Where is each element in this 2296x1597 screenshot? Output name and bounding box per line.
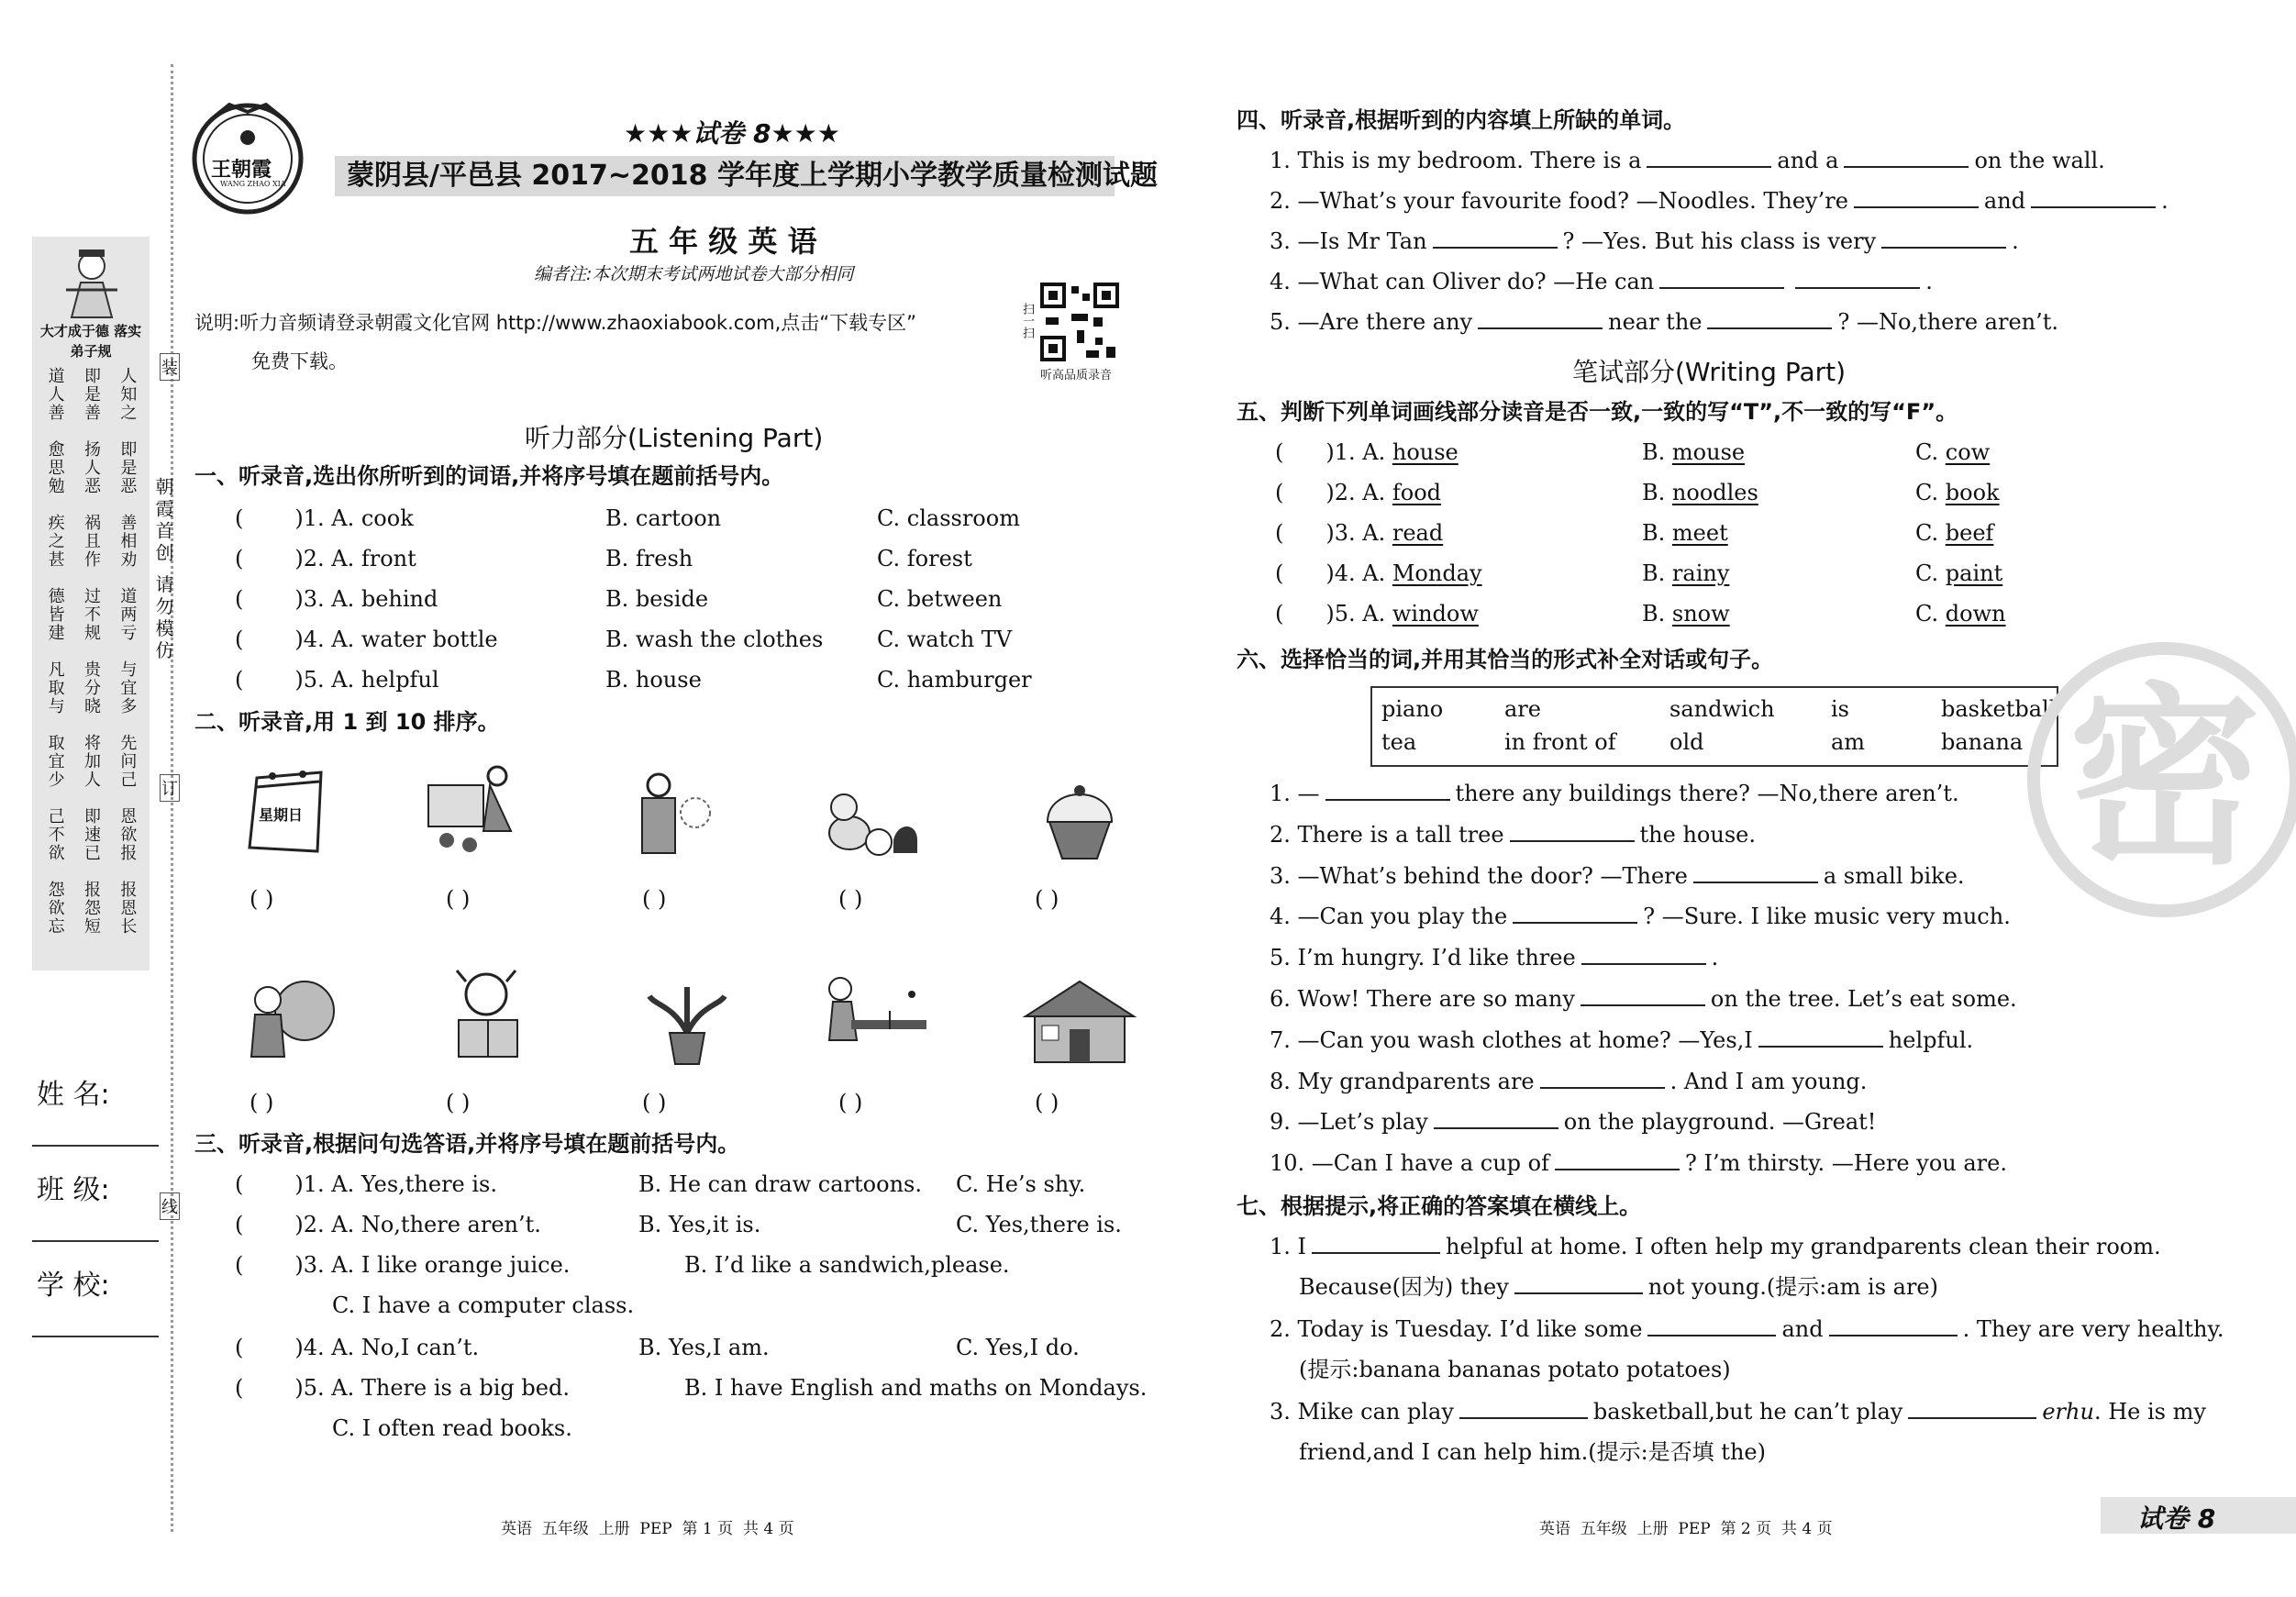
answer-line[interactable]	[1514, 1274, 1643, 1294]
part5-option-c: C. paint	[1915, 560, 2003, 586]
question-text: 2. —What’s your favourite food? —Noodles. They’re	[1270, 188, 1848, 214]
answer-line[interactable]	[1581, 945, 1706, 965]
part6-question	[1270, 780, 1959, 807]
part1-option-b: B. fresh	[605, 546, 693, 571]
part1-title: 一、听录音,选出你所听到的词语,并将序号填在题前括号内。	[194, 463, 784, 489]
question-text: and	[1983, 188, 2026, 214]
part7-q3-line2: friend,and I can help him.(提示:是否填 the)	[1299, 1439, 1766, 1465]
motto-line: 扬人恶	[81, 440, 101, 495]
part3-q2-a: ( )2. A. No,there aren’t.	[235, 1212, 541, 1237]
part5-option-b: B. noodles	[1642, 480, 1758, 505]
part1-option-c: C. between	[877, 586, 1003, 612]
part6-question	[1270, 985, 2017, 1013]
part3-q2-c: C. Yes,there is.	[956, 1212, 1122, 1237]
underlined-word: snow	[1671, 601, 1730, 627]
answer-line[interactable]	[1325, 781, 1450, 801]
part1-option-b: B. cartoon	[605, 505, 722, 531]
answer-line[interactable]	[1312, 1234, 1440, 1254]
part1-option-c: C. hamburger	[877, 667, 1032, 693]
part6-question	[1270, 1149, 2007, 1177]
underlined-word: book	[1945, 480, 2000, 505]
answer-line[interactable]	[1881, 228, 2006, 249]
part6-title: 六、选择恰当的词,并用其恰当的形式补全对话或句子。	[1237, 647, 1774, 672]
class-field[interactable]	[32, 1240, 159, 1242]
question-text: on the wall.	[1974, 148, 2105, 173]
part2-title: 二、听录音,用 1 到 10 排序。	[194, 709, 500, 735]
part6-question	[1270, 1108, 1876, 1136]
underlined-word: window	[1392, 601, 1479, 627]
part3-q2-b: B. Yes,it is.	[638, 1212, 761, 1237]
question-text: 6. Wow! There are so many	[1270, 986, 1575, 1012]
ping-pong-icon	[820, 963, 921, 1064]
margin-mark-3: 线	[160, 1192, 180, 1220]
underlined-word: food	[1392, 480, 1442, 505]
part5-option-b: B. snow	[1642, 601, 1730, 627]
name-field[interactable]	[32, 1145, 159, 1147]
part4-question	[1270, 308, 2058, 336]
ice-cream-icon	[1029, 776, 1130, 877]
question-text: 9. —Let’s play	[1270, 1109, 1428, 1136]
part5-option-b: B. rainy	[1642, 560, 1730, 586]
motto-line: 将加人	[81, 734, 101, 789]
option-text: )4. A.	[1325, 560, 1392, 586]
audio-note-line2: 免费下载。	[251, 350, 348, 372]
underlined-word: beef	[1945, 520, 1994, 546]
answer-blank[interactable]: ( )	[250, 886, 274, 912]
answer-line[interactable]	[1433, 228, 1558, 249]
corner-tag: 试卷 8	[2137, 1503, 2216, 1534]
motto-grid	[37, 367, 145, 941]
part4-question	[1270, 147, 2105, 174]
part1-option-a: ( )5. A. helpful	[235, 667, 439, 693]
question-text: 1. This is my bedroom. There is a	[1270, 148, 1642, 173]
question-text: ? —Yes. But his class is very	[1562, 228, 1877, 254]
girl-reading-icon	[438, 963, 539, 1064]
calendar-text: 星期日	[259, 806, 304, 824]
word-bank-word: banana	[1941, 729, 2024, 755]
underlined-word: rainy	[1671, 560, 1730, 586]
cabin-icon	[1020, 972, 1139, 1073]
part3-q3-a: ( )3. A. I like orange juice.	[235, 1252, 571, 1278]
answer-blank[interactable]: ( )	[446, 886, 471, 912]
girl-flowers-icon	[240, 965, 341, 1066]
part1-option-a: ( )2. A. front	[235, 546, 416, 571]
part5-option-c: C. beef	[1915, 520, 1994, 546]
qr-bottom-label: 听高品质录音	[1040, 369, 1113, 383]
answer-line[interactable]	[1647, 1316, 1776, 1336]
part7-q2-line1: 2. Today is Tuesday. I’d like some and . They are very healthy.	[1270, 1316, 2224, 1342]
underlined-word: cow	[1945, 439, 1991, 465]
answer-blank[interactable]: ( )	[1035, 886, 1059, 912]
dog-ball-icon	[822, 776, 923, 877]
question-text: .	[1711, 945, 1719, 971]
part6-question	[1270, 944, 1718, 971]
question-text: 7. —Can you wash clothes at home? —Yes,I	[1270, 1026, 1753, 1053]
word-bank-word: tea	[1381, 729, 1417, 755]
part6-question	[1270, 1068, 1867, 1095]
answer-blank[interactable]: ( )	[642, 886, 667, 912]
answer-line[interactable]	[1478, 309, 1603, 329]
margin-mark-1: 装	[160, 353, 180, 381]
part6-question	[1270, 821, 1756, 848]
listening-title: 听力部分(Listening Part)	[525, 423, 824, 453]
part5-option-a: ( )3. A. read	[1275, 520, 1444, 546]
word-bank-word: in front of	[1504, 729, 1616, 755]
underlined-word: noodles	[1671, 480, 1758, 505]
answer-line[interactable]	[1434, 1109, 1558, 1129]
part3-q4-a: ( )4. A. No,I can’t.	[235, 1335, 480, 1360]
question-text: .	[1925, 269, 1933, 294]
part6-question	[1270, 1026, 1973, 1054]
motto-line: 恩欲报	[117, 807, 138, 862]
question-text: 10. —Can I have a cup of	[1270, 1150, 1549, 1177]
answer-line[interactable]	[1659, 269, 1784, 289]
confidential-stamp	[2027, 642, 2296, 917]
qr-code-icon[interactable]	[1040, 283, 1119, 361]
editor-note: 编者注:本次期末考试两地试卷大部分相同	[534, 264, 854, 284]
question-text: 3. —Is Mr Tan	[1270, 228, 1427, 254]
word-bank-word: am	[1831, 729, 1866, 755]
option-text: )2. A.	[1325, 480, 1392, 505]
answer-line[interactable]	[1854, 188, 1979, 208]
question-text: 2. There is a tall tree	[1270, 821, 1504, 848]
question-text: there any buildings there? —No,there aren’t.	[1455, 781, 1959, 806]
answer-line[interactable]	[1555, 1150, 1680, 1170]
question-text: on the tree. Let’s eat some.	[1710, 986, 2017, 1012]
motto-line: 人知之	[117, 367, 138, 422]
answer-blank[interactable]: ( )	[250, 1090, 274, 1115]
motto-line: 即是善	[81, 367, 101, 422]
question-text: 8. My grandparents are	[1270, 1068, 1535, 1094]
part5-title: 五、判断下列单词画线部分读音是否一致,一致的写“T”,不一致的写“F”。	[1237, 399, 1958, 425]
answer-line[interactable]	[1795, 269, 1920, 289]
part1-option-b: B. beside	[605, 586, 709, 612]
answer-blank[interactable]: ( )	[838, 886, 863, 912]
footer-left: 英语 五年级 上册 PEP 第 1 页 共 4 页	[501, 1520, 794, 1538]
part3-title: 三、听录音,根据问句选答语,并将序号填在题前括号内。	[194, 1131, 740, 1157]
margin-mark-2: 订	[160, 774, 180, 802]
motto-line: 取宜少	[45, 734, 65, 789]
part7-q1-line2: Because(因为) they not young.(提示:am is are)	[1299, 1274, 1939, 1300]
part3-q5-b: B. I have English and maths on Mondays.	[684, 1375, 1148, 1401]
logo-text: 王朝霞	[211, 159, 272, 182]
underlined-word: house	[1392, 439, 1459, 465]
writing-title: 笔试部分(Writing Part)	[1572, 357, 1847, 387]
answer-line[interactable]	[1581, 986, 1705, 1006]
part1-option-c: C. classroom	[877, 505, 1020, 531]
question-text: 3. —What’s behind the door? —There	[1270, 862, 1688, 889]
question-text: . And I am young.	[1669, 1068, 1868, 1094]
motto-line: 与宜多	[117, 660, 138, 715]
option-text: )5. A. helpful	[294, 667, 439, 693]
part5-option-a: ( )4. A. Monday	[1275, 560, 1482, 586]
motto-line: 德皆建	[45, 587, 65, 642]
motto-line: 报怨短	[81, 881, 101, 936]
motto-line: 道两亏	[117, 587, 138, 642]
audio-note-line1: 说明:听力音频请登录朝霞文化官网 http://www.zhaoxiabook.com,点击“下载专区”	[194, 312, 917, 334]
answer-line[interactable]	[1707, 309, 1832, 329]
question-text: 1. —	[1270, 781, 1320, 806]
answer-line[interactable]	[1459, 1399, 1588, 1419]
motto-line: 凡取与	[45, 660, 65, 715]
question-text: ? —No,there aren’t.	[1837, 309, 2059, 335]
underlined-word: read	[1392, 520, 1444, 546]
part6-question	[1270, 903, 2011, 930]
part4-question	[1270, 227, 2019, 255]
part5-option-c: C. cow	[1915, 439, 1991, 465]
subject-title: 五 年 级 英 语	[629, 224, 817, 259]
word-bank-word: piano	[1381, 696, 1444, 722]
exam-title: 蒙阴县/平邑县 2017~2018 学年度上学期小学教学质量检测试题	[347, 160, 1158, 192]
motto-line: 善相劝	[117, 514, 138, 569]
word-bank-word: basketball	[1941, 696, 2057, 722]
part3-q3-c: C. I have a computer class.	[332, 1292, 635, 1318]
option-text: )1. A. cook	[294, 505, 414, 531]
answer-line[interactable]	[1510, 822, 1635, 842]
answer-line[interactable]	[2031, 188, 2156, 208]
question-text: 5. —Are there any	[1270, 309, 1473, 335]
footer-right: 英语 五年级 上册 PEP 第 2 页 共 4 页	[1539, 1520, 1833, 1538]
boy-icon	[631, 767, 732, 868]
motto-line: 先问己	[117, 734, 138, 789]
motto-line: 疾之甚	[45, 514, 65, 569]
option-text: )4. A. water bottle	[294, 627, 498, 652]
answer-line[interactable]	[1647, 148, 1771, 168]
word-bank-word: sandwich	[1669, 696, 1775, 722]
part5-option-c: C. book	[1915, 480, 2000, 505]
stamp-char: 密	[2068, 666, 2261, 891]
answer-blank[interactable]: ( )	[838, 1090, 863, 1115]
answer-line[interactable]	[1844, 148, 1969, 168]
underlined-word: Monday	[1392, 560, 1482, 586]
word-bank-word: are	[1504, 696, 1541, 722]
question-text: ? —Sure. I like music very much.	[1643, 904, 2011, 930]
part5-option-b: B. mouse	[1642, 439, 1746, 465]
part4-question	[1270, 268, 1933, 295]
underlined-word: paint	[1945, 560, 2003, 586]
part5-option-a: ( )2. A. food	[1275, 480, 1442, 505]
question-text: helpful.	[1888, 1026, 1974, 1053]
motto-line: 怨欲忘	[45, 881, 65, 936]
part1-option-a: ( )4. A. water bottle	[235, 627, 498, 652]
motto-line: 己不欲	[45, 807, 65, 862]
answer-line[interactable]	[1829, 1316, 1958, 1336]
part3-q5-c: C. I often read books.	[332, 1415, 572, 1441]
part1-option-b: B. wash the clothes	[605, 627, 824, 652]
drawing-kids-icon	[424, 758, 525, 859]
part3-q5-a: ( )5. A. There is a big bed.	[235, 1375, 570, 1401]
answer-line[interactable]	[1513, 904, 1637, 924]
part1-option-a: ( )1. A. cook	[235, 505, 414, 531]
part1-option-c: C. forest	[877, 546, 972, 571]
part4-title: 四、听录音,根据听到的内容填上所缺的单词。	[1237, 107, 1686, 133]
question-text: .	[2161, 188, 2168, 214]
question-text: on the playground. —Great!	[1563, 1109, 1877, 1136]
paper-tag: ★★★试卷 8★★★	[624, 118, 840, 149]
answer-line[interactable]	[1758, 1027, 1883, 1048]
part3-q1-c: C. He’s shy.	[956, 1171, 1086, 1197]
part3-q4-b: B. Yes,I am.	[638, 1335, 770, 1360]
margin-vertical-note: 朝霞首创 请勿模仿	[152, 477, 174, 663]
part3-q3-b: B. I’d like a sandwich,please.	[684, 1252, 1010, 1278]
question-text: and a	[1777, 148, 1839, 173]
question-text: ? I’m thirsty. —Here you are.	[1684, 1150, 2007, 1177]
school-field[interactable]	[32, 1336, 159, 1337]
part6-question	[1270, 862, 1965, 890]
answer-blank[interactable]: ( )	[446, 1090, 471, 1115]
part1-option-a: ( )3. A. behind	[235, 586, 438, 612]
part1-option-b: B. house	[605, 667, 702, 693]
option-text: )3. A.	[1325, 520, 1392, 546]
part7-q1-line1: 1. I helpful at home. I often help my grandparents clean their room.	[1270, 1234, 2161, 1259]
name-label: 姓 名:	[37, 1079, 110, 1111]
part1-option-c: C. watch TV	[877, 627, 1013, 652]
part3-q4-c: C. Yes,I do.	[956, 1335, 1080, 1360]
part5-option-b: B. meet	[1642, 520, 1728, 546]
part5-option-c: C. down	[1915, 601, 2006, 627]
answer-blank[interactable]: ( )	[1035, 1090, 1059, 1115]
logo-sub: WANG ZHAO XIA	[220, 180, 286, 188]
part5-option-a: ( )5. A. window	[1275, 601, 1479, 627]
part7-q2-line2: (提示:banana bananas potato potatoes)	[1299, 1357, 1731, 1382]
answer-blank[interactable]: ( )	[642, 1090, 667, 1115]
question-text: 5. I’m hungry. I’d like three	[1270, 945, 1576, 971]
underlined-word: meet	[1671, 520, 1728, 546]
option-text: )3. A. behind	[294, 586, 438, 612]
question-text: the house.	[1639, 821, 1756, 848]
motto-line: 过不规	[81, 587, 101, 642]
motto-line: 愈思勉	[45, 440, 65, 495]
word-bank-word: old	[1669, 729, 1704, 755]
part3-q1-b: B. He can draw cartoons.	[638, 1171, 922, 1197]
answer-line[interactable]	[1693, 863, 1818, 883]
question-text: 4. —Can you play the	[1270, 904, 1508, 930]
question-text: .	[2012, 228, 2019, 254]
option-text: )5. A.	[1325, 601, 1392, 627]
part3-q1-a: ( )1. A. Yes,there is.	[235, 1171, 497, 1197]
part7-q3-line1: 3. Mike can play basketball,but he can’t play erhu. He is my	[1270, 1399, 2206, 1425]
part4-question	[1270, 187, 2168, 215]
answer-line[interactable]	[1540, 1069, 1665, 1089]
plant-icon	[637, 969, 738, 1070]
underlined-word: down	[1945, 601, 2006, 627]
motto-line: 即是恶	[117, 440, 138, 495]
question-text: 4. —What can Oliver do? —He can	[1270, 269, 1655, 294]
motto-line: 报恩长	[117, 881, 138, 936]
motto-line: 即速已	[81, 807, 101, 862]
motto-line: 道人善	[45, 367, 65, 422]
word-bank-word: is	[1831, 696, 1849, 722]
scholar-figure-icon	[48, 246, 136, 319]
motto-line: 祸且作	[81, 514, 101, 569]
school-label: 学 校:	[37, 1270, 110, 1302]
question-text: near the	[1608, 309, 1703, 335]
underlined-word: mouse	[1671, 439, 1746, 465]
qr-side-label: 扫一扫	[1020, 303, 1034, 338]
part5-option-a: ( )1. A. house	[1275, 439, 1459, 465]
option-text: )2. A. front	[294, 546, 416, 571]
question-text: a small bike.	[1823, 862, 1965, 889]
motto-top: 大才成于德 落实弟子规	[39, 323, 142, 360]
motto-line: 贵分晓	[81, 660, 101, 715]
answer-line[interactable]	[1908, 1399, 2036, 1419]
class-label: 班 级:	[37, 1174, 110, 1206]
option-text: )1. A.	[1325, 439, 1392, 465]
part7-title: 七、根据提示,将正确的答案填在横线上。	[1237, 1193, 1642, 1219]
